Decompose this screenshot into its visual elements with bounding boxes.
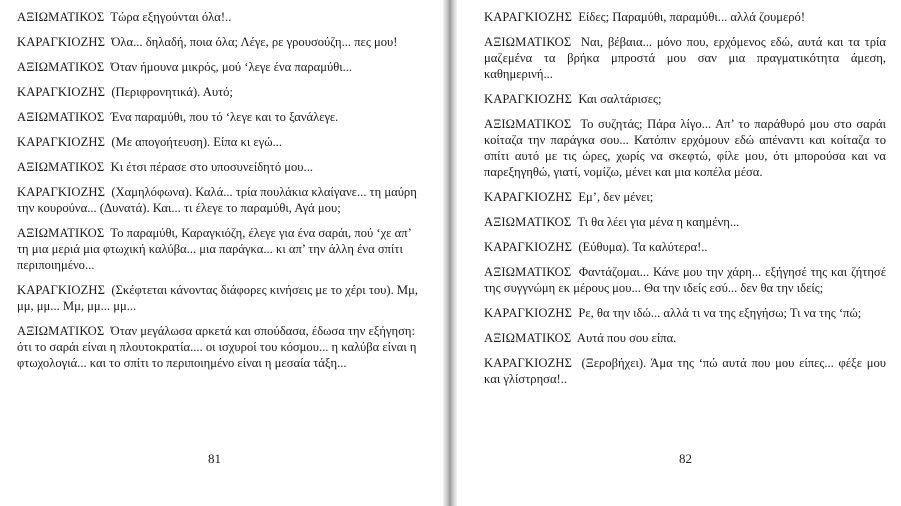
speaker-name: ΑΞΙΩΜΑΤΙΚΟΣ	[17, 10, 105, 24]
right-page-text	[484, 9, 886, 396]
speaker-name: ΚΑΡΑΓΚΙΟΖΗΣ	[17, 85, 106, 99]
speaker-name: ΚΑΡΑΓΚΙΟΖΗΣ	[17, 283, 106, 297]
speaker-name: ΚΑΡΑΓΚΙΟΖΗΣ	[484, 240, 573, 254]
dialogue-text: Κι έτσι πέρασε στο υποσυνείδητό μου...	[110, 160, 313, 174]
dialogue-text: Όταν μεγάλωσα αρκετά και σπούδασα, έδωσα την εξήγηση: ότι το σαράι είναι η πλουτοκρατία.... οι ισχυροί του κόσμου... η καλύβα είναι η φτωχολογιά... και το σπίτι το περιποιημένο είναι η μεσαία τάξη...	[17, 324, 417, 370]
dialogue-text: Τώρα εξηγούνται όλα!..	[110, 10, 232, 24]
dialogue-line	[484, 264, 886, 296]
dialogue-line	[17, 159, 419, 175]
dialogue-line	[484, 239, 886, 255]
dialogue-text: Το συζητάς; Πάρα λίγο... Απ’ το παράθυρό μου στο σαράι κοίταζα την παράγκα σου... Κατόπιν ερχόμουν εδώ απέναντι και κοίταζα το σπίτι αυτό με τις ώρες, χωρίς να σκεφτώ, φίλε μου, ότι μπορούσα και να παρεξηγηθώ, γιατί, νομίζω, μένει και μια κοπέλα μέσα.	[484, 117, 886, 179]
dialogue-text: (Σκέφτεται κάνοντας διάφορες κινήσεις με το χέρι του). Μμ, μμ, μμ... Μμ, μμ... μμ...	[17, 283, 418, 313]
left-page	[0, 0, 443, 506]
dialogue-text: (Με απογοήτευση). Είπα κι εγώ...	[111, 135, 282, 149]
dialogue-text: Είδες; Παραμύθι, παραμύθι... αλλά ζουμερό!	[578, 10, 806, 24]
speaker-name: ΑΞΙΩΜΑΤΙΚΟΣ	[17, 226, 105, 240]
dialogue-line	[17, 59, 419, 75]
dialogue-line	[17, 184, 419, 216]
dialogue-line	[484, 9, 886, 25]
dialogue-line	[484, 116, 886, 180]
dialogue-text: Φαντάζομαι... Κάνε μου την χάρη... εξήγησέ της και ζήτησέ της συγγνώμη εκ μέρους μου... Θα την ιδείς εσύ... δεν θα την ιδείς;	[484, 265, 886, 295]
dialogue-text: (Χαμηλόφωνα). Καλά... τρία πουλάκια κλαίγανε... τη μαύρη την κουρούνα... (Δυνατά). Και... τι έλεγε το παραμύθι, Αγά μου;	[17, 185, 417, 215]
book-gutter	[443, 0, 457, 506]
speaker-name: ΚΑΡΑΓΚΙΟΖΗΣ	[484, 356, 573, 370]
dialogue-text: Ναι, βέβαια... μόνο που, ερχόμενος εδώ, αυτά και τα τρία μαζεμένα τα βρήκα μπροστά μου σαν μια πραγματικότητα άμεση, καθημερινή...	[484, 35, 886, 81]
dialogue-line	[17, 282, 419, 314]
page-number: 81	[208, 451, 221, 466]
dialogue-line	[484, 189, 886, 205]
speaker-name: ΑΞΙΩΜΑΤΙΚΟΣ	[484, 331, 572, 345]
dialogue-text: (Ξεροβήχει). Άμα της ‘πώ αυτά που μου είπες... φέξε μου και γλίστρησα!..	[484, 356, 886, 386]
dialogue-line	[17, 9, 419, 25]
speaker-name: ΑΞΙΩΜΑΤΙΚΟΣ	[17, 60, 105, 74]
speaker-name: ΑΞΙΩΜΑΤΙΚΟΣ	[484, 35, 572, 49]
speaker-name: ΚΑΡΑΓΚΙΟΖΗΣ	[17, 135, 106, 149]
dialogue-line	[484, 305, 886, 321]
dialogue-text: Εμ’, δεν μένει;	[578, 190, 654, 204]
dialogue-text: Όλα... δηλαδή, ποια όλα; Λέγε, ρε γρουσούζη... πες μου!	[111, 35, 398, 49]
speaker-name: ΑΞΙΩΜΑΤΙΚΟΣ	[484, 215, 572, 229]
dialogue-line	[17, 225, 419, 273]
dialogue-text: Τι θα λέει για μένα η καημένη...	[577, 215, 740, 229]
speaker-name: ΚΑΡΑΓΚΙΟΖΗΣ	[484, 306, 573, 320]
dialogue-line	[17, 109, 419, 125]
speaker-name: ΑΞΙΩΜΑΤΙΚΟΣ	[17, 160, 105, 174]
dialogue-line	[484, 214, 886, 230]
left-page-text	[17, 9, 419, 380]
speaker-name: ΚΑΡΑΓΚΙΟΖΗΣ	[484, 10, 573, 24]
dialogue-line	[17, 134, 419, 150]
dialogue-line	[484, 330, 886, 346]
speaker-name: ΑΞΙΩΜΑΤΙΚΟΣ	[17, 110, 105, 124]
dialogue-line	[484, 34, 886, 82]
speaker-name: ΚΑΡΑΓΚΙΟΖΗΣ	[484, 190, 573, 204]
speaker-name: ΚΑΡΑΓΚΙΟΖΗΣ	[484, 92, 573, 106]
dialogue-text: Το παραμύθι, Καραγκιόζη, έλεγε για ένα σαράι, πού ‘χε απ’ τη μια μεριά μια φτωχική καλύβα... μια παράγκα... κι απ’ την άλλη ένα σπίτι περιποιημένο...	[17, 226, 411, 272]
dialogue-text: (Εύθυμα). Τα καλύτερα!..	[578, 240, 708, 254]
dialogue-text: Όταν ήμουνα μικρός, μού ‘λεγε ένα παραμύθι...	[110, 60, 353, 74]
speaker-name: ΚΑΡΑΓΚΙΟΖΗΣ	[17, 35, 106, 49]
speaker-name: ΑΞΙΩΜΑΤΙΚΟΣ	[17, 324, 105, 338]
dialogue-text: (Περιφρονητικά). Αυτό;	[111, 85, 233, 99]
page-number: 82	[679, 451, 692, 466]
dialogue-text: Και σαλτάρισες;	[578, 92, 662, 106]
speaker-name: ΚΑΡΑΓΚΙΟΖΗΣ	[17, 185, 106, 199]
speaker-name: ΑΞΙΩΜΑΤΙΚΟΣ	[484, 117, 572, 131]
dialogue-text: Αυτά που σου είπα.	[576, 331, 677, 345]
dialogue-line	[17, 84, 419, 100]
dialogue-text: Ρε, θα την ιδώ... αλλά τι να της εξηγήσω; Τι να της ‘πώ;	[578, 306, 862, 320]
dialogue-line	[17, 323, 419, 371]
dialogue-line	[17, 34, 419, 50]
dialogue-line	[484, 355, 886, 387]
dialogue-line	[484, 91, 886, 107]
speaker-name: ΑΞΙΩΜΑΤΙΚΟΣ	[484, 265, 572, 279]
right-page	[457, 0, 901, 506]
dialogue-text: Ένα παραμύθι, που τό ‘λεγε και το ξανάλεγε.	[110, 110, 339, 124]
